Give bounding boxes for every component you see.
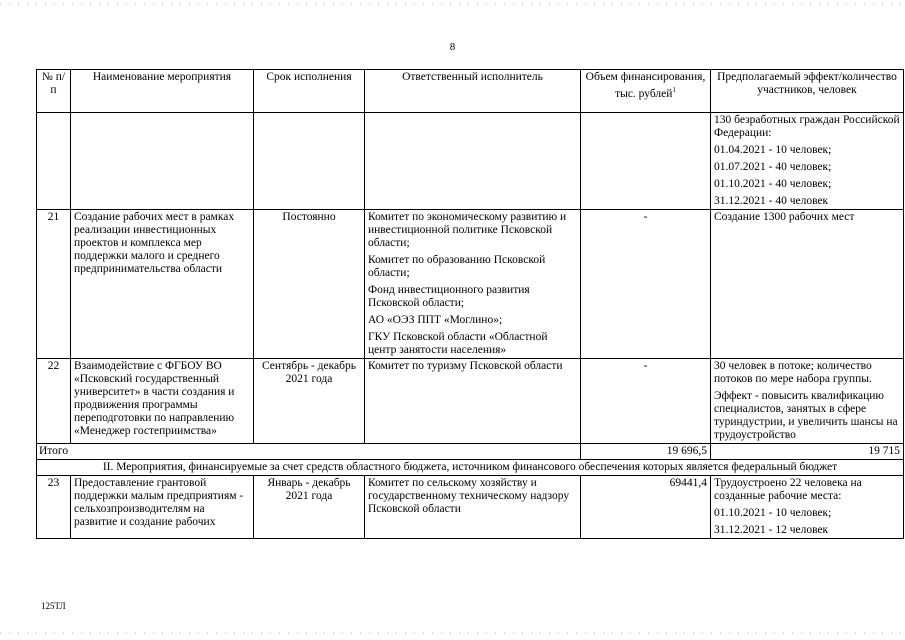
header-row	[37, 70, 904, 113]
measure-name: Предоставление грантовой поддержки малым предприятиям - сельхозпроизводителям на развитие и создание рабочих	[71, 476, 254, 539]
financing-cell: -	[581, 359, 711, 444]
responsible-line: Комитет по образованию Псковской области;	[368, 254, 546, 279]
responsible-line: АО «ОЭЗ ППТ «Моглино»;	[368, 314, 503, 326]
responsible-cell: Комитет по туризму Псковской области	[365, 359, 581, 444]
total-effect: 19 715	[711, 444, 904, 460]
effect-line: 130 безработных граждан Российской Федерации:	[714, 114, 900, 139]
table-row-continuation	[37, 113, 904, 210]
header-term: Срок исполнения	[254, 70, 365, 113]
effect-line: 01.04.2021 - 10 человек;	[714, 144, 832, 156]
responsible-cell	[365, 210, 581, 359]
section-title: II. Мероприятия, финансируемые за счет средств областного бюджета, источником финансового обеспечения которых является федеральный бюджет	[37, 460, 904, 476]
table-row-22	[37, 359, 904, 444]
effect-line: 01.07.2021 - 40 человек;	[714, 161, 832, 173]
header-num: № п/п	[37, 70, 71, 113]
effect-cell: Создание 1300 рабочих мест	[711, 210, 904, 359]
header-responsible: Ответственный исполнитель	[365, 70, 581, 113]
scan-noise-top	[0, 3, 905, 5]
effect-cell	[711, 113, 904, 210]
effect-line: 01.10.2021 - 40 человек;	[714, 178, 832, 190]
row-number: 21	[37, 210, 71, 359]
effect-line: Эффект - повысить квалификацию специалистов, занятых в сфере туриндустрии, и увеличить шансы на трудоустройство	[714, 390, 898, 441]
term-cell: Сентябрь - декабрь 2021 года	[254, 359, 365, 444]
effect-line: 31.12.2021 - 12 человек	[714, 524, 829, 536]
total-row	[37, 444, 904, 460]
header-financing	[581, 70, 711, 113]
header-financing-footnote: 1	[672, 86, 676, 94]
measures-table	[36, 69, 904, 539]
effect-cell	[711, 476, 904, 539]
measure-name: Взаимодействие с ФГБОУ ВО «Псковский государственный университет» в части создания и продвижения программы переподготовки по направлению «Менеджер гостеприимства»	[71, 359, 254, 444]
effect-line: 30 человек в потоке; количество потоков по мере набора группы.	[714, 360, 872, 385]
table-row-21	[37, 210, 904, 359]
scan-noise-bottom	[0, 632, 905, 634]
financing-cell: -	[581, 210, 711, 359]
measure-name: Создание рабочих мест в рамках реализации инвестиционных проектов и комплекса мер поддержки малого и среднего предпринимательства области	[71, 210, 254, 359]
responsible-line: ГКУ Псковской области «Областной центр занятости населения»	[368, 331, 548, 356]
effect-line: Трудоустроено 22 человека на созданные рабочие места:	[714, 477, 862, 502]
header-effect: Предполагаемый эффект/количество участников, человек	[711, 70, 904, 113]
total-financing: 19 696,5	[581, 444, 711, 460]
financing-cell: 69441,4	[581, 476, 711, 539]
row-number: 22	[37, 359, 71, 444]
responsible-line: Комитет по экономическому развитию и инвестиционной политике Псковской области;	[368, 211, 567, 249]
footer-code: 125ТЛ	[41, 601, 66, 611]
term-cell: Январь - декабрь 2021 года	[254, 476, 365, 539]
total-label: Итого	[37, 444, 581, 460]
effect-line: 31.12.2021 - 40 человек	[714, 195, 829, 207]
header-financing-text: Объем финансирования, тыс. рублей	[585, 71, 706, 100]
section-row	[37, 460, 904, 476]
effect-cell	[711, 359, 904, 444]
responsible-cell: Комитет по сельскому хозяйству и государственному техническому надзору Псковской области	[365, 476, 581, 539]
row-number: 23	[37, 476, 71, 539]
table-row-23	[37, 476, 904, 539]
header-name: Наименование мероприятия	[71, 70, 254, 113]
page-number: 8	[449, 41, 456, 53]
responsible-line: Фонд инвестиционного развития Псковской области;	[368, 284, 530, 309]
effect-line: 01.10.2021 - 10 человек;	[714, 507, 832, 519]
term-cell: Постоянно	[254, 210, 365, 359]
